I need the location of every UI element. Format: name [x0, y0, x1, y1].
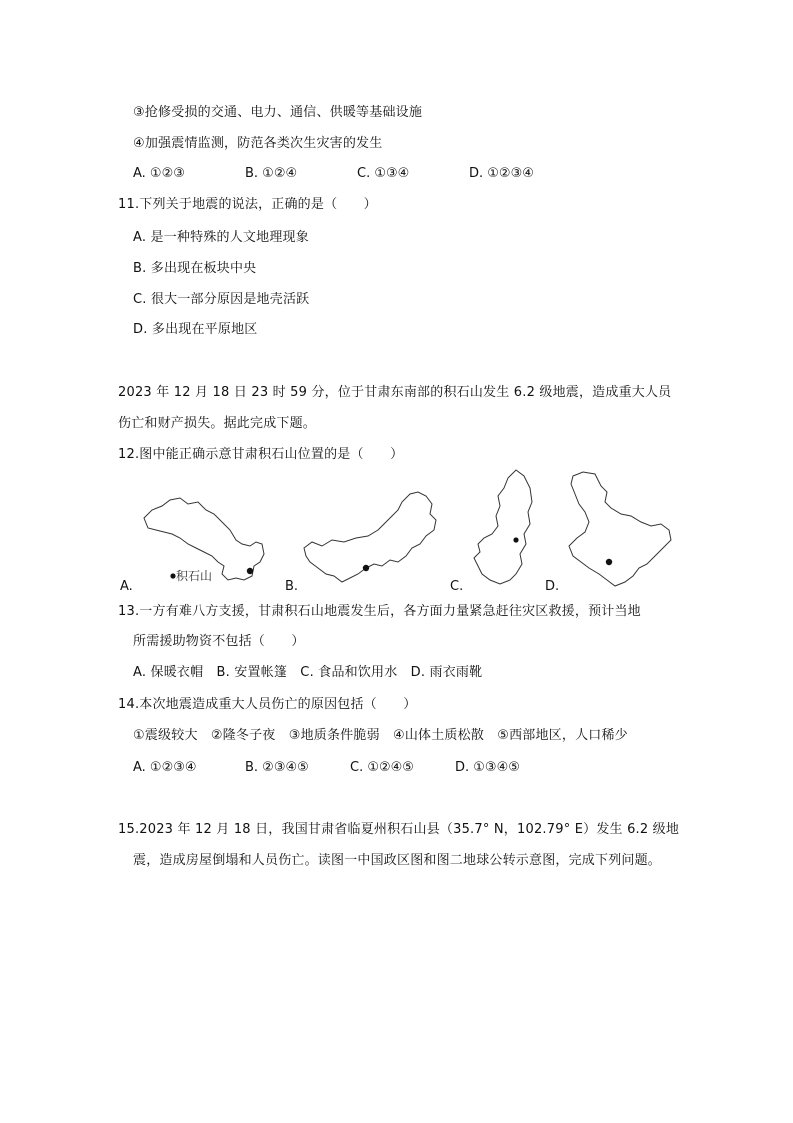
q11-option-c: C. 很大一部分原因是地壳活跃 — [133, 292, 310, 307]
map-b-outline — [304, 492, 436, 582]
q14-items: ①震级较大 ②隆冬子夜 ③地质条件脆弱 ④山体土质松散 ⑤西部地区，人口稀少 — [133, 728, 628, 743]
q10-option-c: C. ①③④ — [357, 166, 410, 181]
q11-option-d: D. 多出现在平原地区 — [133, 322, 258, 337]
map-c-label: C. — [450, 579, 464, 594]
q15-line-1: 15.2023 年 12 月 18 日，我国甘肃省临夏州积石山县（35.7° N，102.79° E）发生 6.2 级地 — [118, 822, 680, 837]
map-d-outline — [569, 472, 671, 586]
map-d — [565, 470, 675, 590]
passage-line-1: 2023 年 12 月 18 日 23 时 59 分，位于甘肃东南部的积石山发生 6.2 级地震，造成重大人员 — [118, 385, 672, 400]
q10-option-b: B. ①②④ — [245, 166, 298, 181]
q12-stem: 12.图中能正确示意甘肃积石山位置的是（ ） — [118, 447, 404, 462]
map-a-dot-jishishan — [170, 573, 175, 578]
map-c-outline — [474, 470, 532, 584]
q13-options: A. 保暖衣帽 B. 安置帐篷 C. 食品和饮用水 D. 雨衣雨靴 — [133, 665, 483, 680]
q11-stem: 11.下列关于地震的说法，正确的是（ ） — [118, 197, 377, 212]
map-b-label: B. — [285, 579, 299, 594]
map-a-place-label: 积石山 — [176, 569, 213, 583]
q14-option-b: B. ②③④⑤ — [245, 760, 309, 775]
map-c — [470, 468, 540, 588]
q10-item-4: ④加强震情监测，防范各类次生灾害的发生 — [133, 136, 383, 151]
q15-line-2: 震，造成房屋倒塌和人员伤亡。读图一中国政区图和图二地球公转示意图，完成下列问题。 — [133, 853, 662, 868]
q10-option-d: D. ①②③④ — [469, 166, 534, 181]
q14-stem: 14.本次地震造成重大人员伤亡的原因包括（ ） — [118, 697, 417, 712]
q10-item-3: ③抢修受损的交通、电力、通信、供暖等基础设施 — [133, 105, 423, 120]
map-b-dot — [363, 565, 369, 571]
q14-option-a: A. ①②③④ — [133, 760, 197, 775]
q11-option-b: B. 多出现在板块中央 — [133, 261, 257, 276]
map-d-label: D. — [545, 579, 560, 594]
q14-option-c: C. ①②④⑤ — [350, 760, 414, 775]
map-c-dot — [513, 537, 518, 542]
map-a-dot — [247, 568, 253, 574]
q11-option-a: A. 是一种特殊的人文地理现象 — [133, 230, 309, 245]
map-b — [302, 490, 442, 585]
q10-option-a: A. ①②③ — [133, 166, 185, 181]
map-a-outline — [144, 498, 264, 580]
passage-line-2: 伤亡和财产损失。据此完成下题。 — [118, 416, 317, 431]
q13-stem-line-2: 所需援助物资不包括（ ） — [133, 634, 305, 649]
q13-stem-line-1: 13.一方有难八方支援，甘肃积石山地震发生后，各方面力量紧急赶往灾区救援，预计当地 — [118, 604, 641, 619]
map-d-dot — [606, 559, 612, 565]
map-a-label: A. — [120, 579, 133, 594]
q14-option-d: D. ①③④⑤ — [455, 760, 520, 775]
